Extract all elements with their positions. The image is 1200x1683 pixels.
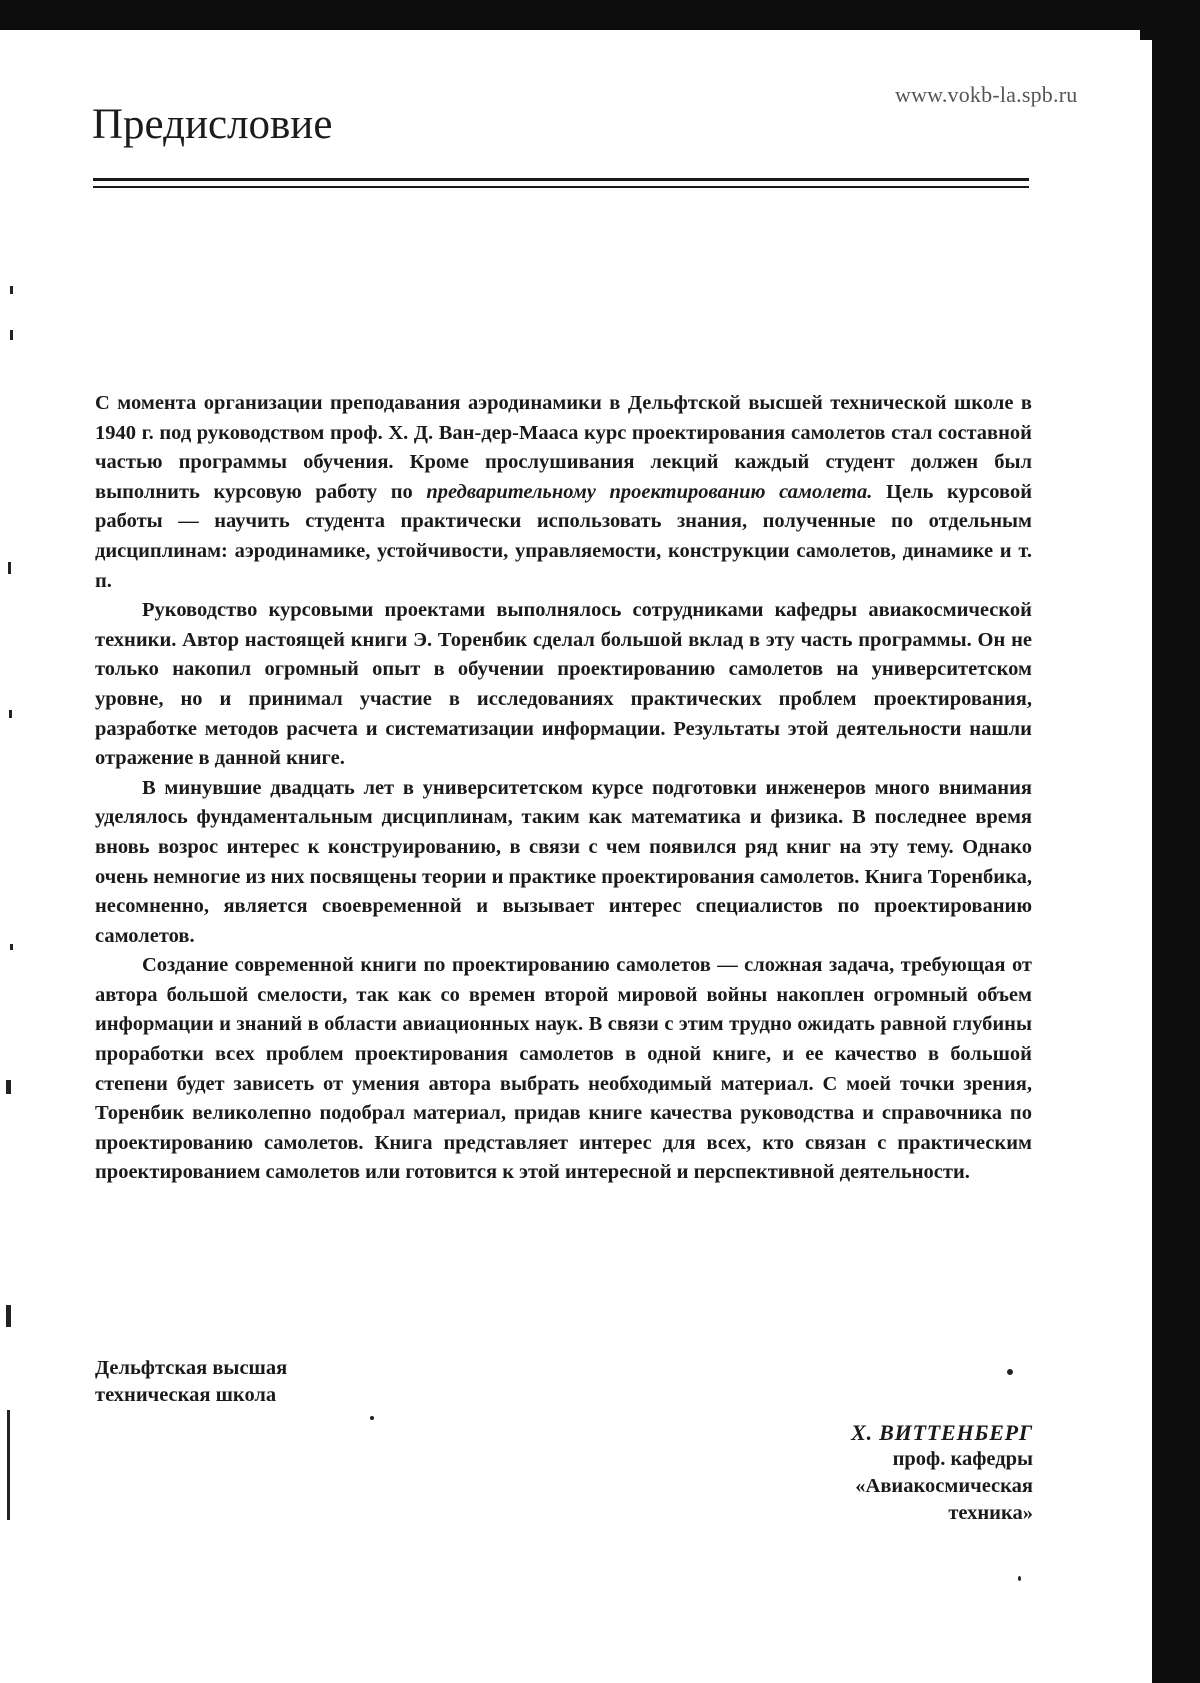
- scan-right-border: [1152, 0, 1200, 1683]
- page-title: Предисловие: [92, 100, 332, 149]
- institution-block: [95, 1355, 287, 1409]
- signature-line: техника»: [851, 1500, 1033, 1527]
- document-page: [0, 0, 1152, 1683]
- paragraph-text: Цель курсовой работы — научить студента практически использовать знания, полученные по отдельным дисциплинам: аэродинамике, устойчивости, управляемости, конструкции самолетов, динамике и т. п.: [95, 481, 1032, 592]
- scan-speck: [370, 1416, 374, 1420]
- signature-block: [851, 1419, 1033, 1527]
- signature-line: «Авиакосмическая: [851, 1473, 1033, 1500]
- paragraph-3: [95, 774, 1032, 952]
- title-rule-bottom: [93, 186, 1029, 188]
- paragraph-text: Создание современной книги по проектированию самолетов — сложная задача, требующая от автора большой смелости, так как со времен второй мировой войны накоплен огромный объем информации и знаний в области авиационных наук. В связи с этим трудно ожидать равной глубины проработки всех проблем проектирования самолетов в одной книге, и ее качество в большой степени будет зависеть от умения автора выбрать необходимый материал. С моей точки зрения, Торенбик великолепно подобрал материал, придав книге качества руководства и справочника по проектированию самолетов. Книга представляет интерес для всех, кто связан с практическим проектированием самолетов или готовится к этой интересной и перспективной деятельности.: [95, 954, 1032, 1183]
- preface-body: [95, 389, 1032, 1188]
- signature-name: Х. ВИТТЕНБЕРГ: [851, 1419, 1033, 1446]
- paragraph-4: [95, 951, 1032, 1188]
- scan-speck: [1007, 1369, 1013, 1375]
- paragraph-text: С момента организации преподавания аэродинамики в Дельфтской высшей технической школе в 1940 г. под руководством проф. Х. Д. Ван-дер-Мааса курс проектирования самолетов стал составной частью программы обучения. Кроме прослушивания лекций каждый студент должен был выполнить курсовую работу по: [95, 392, 1032, 503]
- paragraph-1: [95, 389, 1032, 596]
- title-rule-top: [93, 178, 1029, 181]
- paragraph-italic-text: предварительному проектированию самолета.: [426, 481, 872, 503]
- scan-speck: [1018, 1576, 1021, 1581]
- paragraph-text: В минувшие двадцать лет в университетском курсе подготовки инженеров много внимания уделялось фундаментальным дисциплинам, таким как математика и физика. В последнее время вновь возрос интерес к конструированию, в связи с чем появился ряд книг на эту тему. Однако очень немногие из них посвящены теории и практике проектирования самолетов. Книга Торенбика, несомненно, является своевременной и вызывает интерес специалистов по проектированию самолетов.: [95, 777, 1032, 947]
- watermark-url: www.vokb-la.spb.ru: [895, 82, 1077, 108]
- institution-line: Дельфтская высшая: [95, 1355, 287, 1382]
- paragraph-text: Руководство курсовыми проектами выполнялось сотрудниками кафедры авиакосмической техники. Автор настоящей книги Э. Торенбик сделал большой вклад в эту часть программы. Он не только накопил огромный опыт в обучении проектированию самолетов на университетском уровне, но и принимал участие в исследованиях практических проблем проектирования, разработке методов расчета и систематизации информации. Результаты этой деятельности нашли отражение в данной книге.: [95, 599, 1032, 769]
- institution-line: техническая школа: [95, 1382, 287, 1409]
- paragraph-2: [95, 596, 1032, 774]
- signature-line: проф. кафедры: [851, 1446, 1033, 1473]
